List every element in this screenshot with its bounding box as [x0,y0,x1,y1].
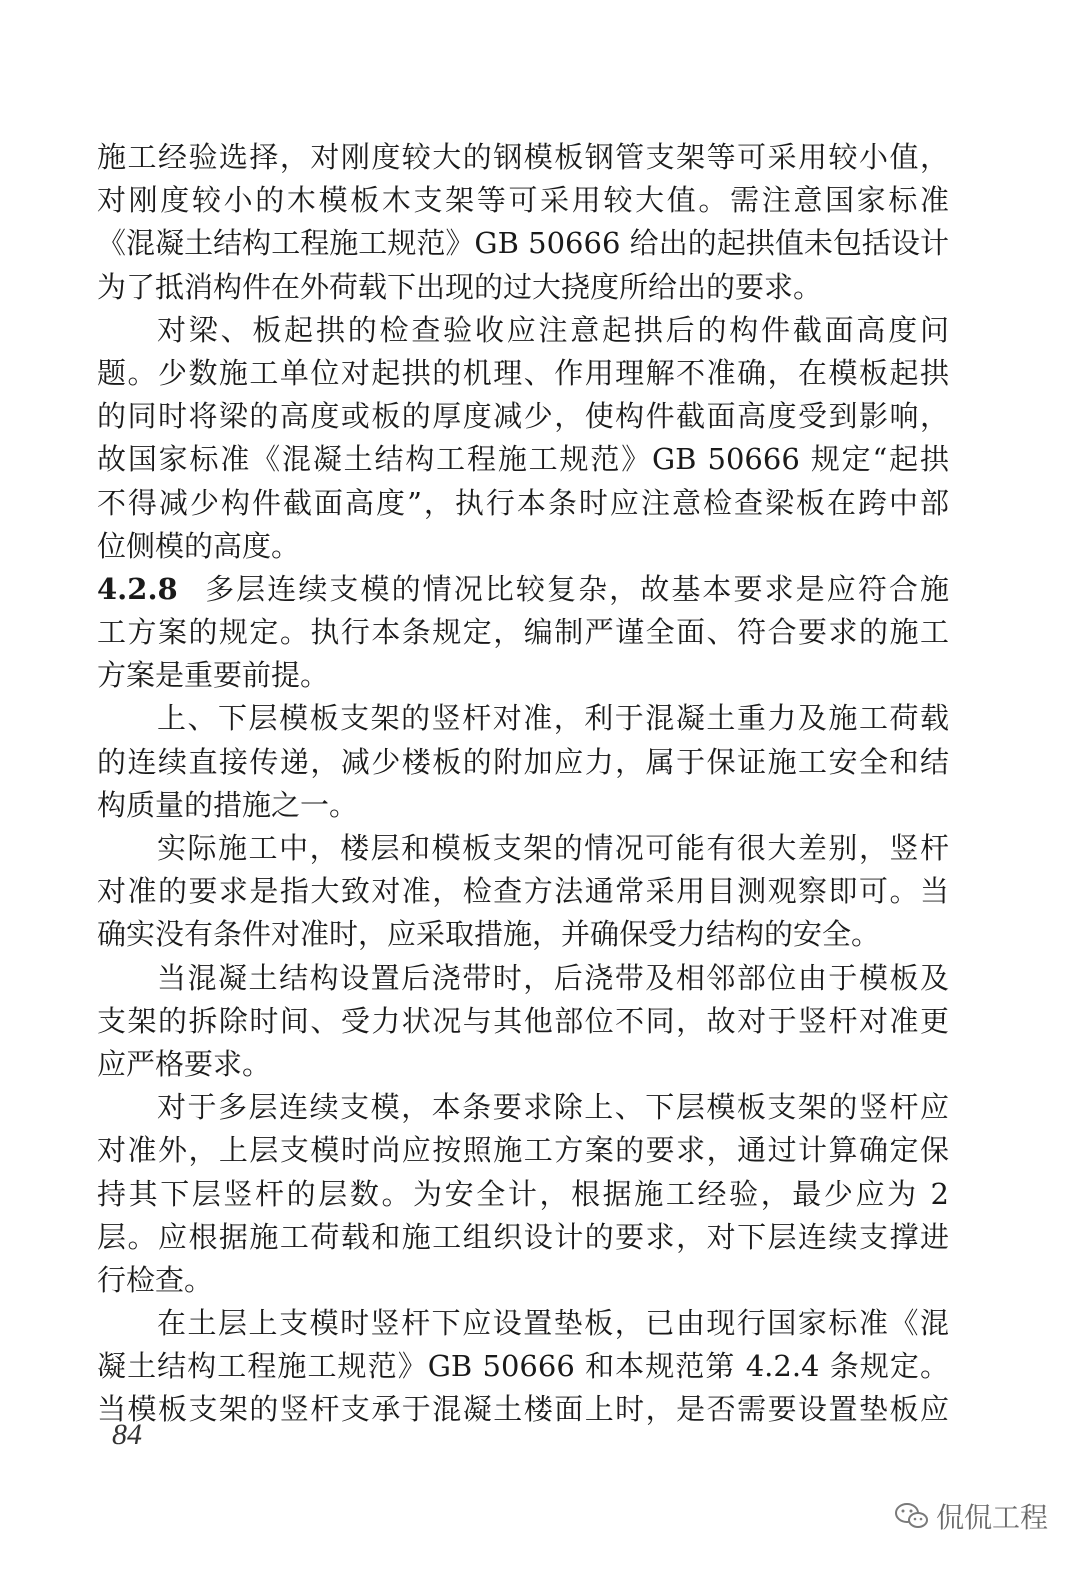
text-line: 行检查。 [97,1262,214,1297]
text-line: 持其下层竖杆的层数。为安全计，根据施工经验，最少应为 2 [97,1176,949,1211]
text-line: 当混凝土结构设置后浇带时，后浇带及相邻部位由于模板及 [157,960,949,995]
text-line: 上、下层模板支架的竖杆对准，利于混凝土重力及施工荷载 [157,701,949,736]
text-line: 确实没有条件对准时，应采取措施，并确保受力结构的安全。 [97,917,881,952]
text-line: 对准的要求是指大致对准，检查方法通常采用目测观察即可。当 [97,874,949,909]
text-line: 《混凝土结构工程施工规范》GB 50666 给出的起拱值未包括设计 [97,226,949,261]
text-line: 实际施工中，楼层和模板支架的情况可能有很大差别，竖杆 [157,831,949,865]
text-line: 对于多层连续支模，本条要求除上、下层模板支架的竖杆应 [157,1090,949,1125]
text-line: 不得减少构件截面高度”，执行本条时应注意检查梁板在跨中部 [97,485,949,520]
text-line: 对刚度较小的木模板木支架等可采用较大值。需注意国家标准 [97,183,949,218]
body-text [97,136,949,1432]
section-line [97,568,949,611]
text-line: 为了抵消构件在外荷载下出现的过大挠度所给出的要求。 [97,269,823,304]
page-number: 84 [112,1418,142,1451]
text-line: 方案是重要前提。 [97,658,330,693]
section-number: 4.2.8 [97,571,178,606]
wechat-icon [894,1501,930,1531]
text-line: 当模板支架的竖杆支承于混凝土楼面上时，是否需要设置垫板应 [97,1392,949,1427]
text-line: 应严格要求。 [97,1046,272,1081]
section-text: 多层连续支模的情况比较复杂，故基本要求是应符合施 [203,571,949,606]
text-line: 故国家标准《混凝土结构工程施工规范》GB 50666 规定“起拱 [97,442,949,477]
text-line: 的连续直接传递，减少楼板的附加应力，属于保证施工安全和结 [97,744,949,779]
text-line: 凝土结构工程施工规范》GB 50666 和本规范第 4.2.4 条规定。 [97,1349,949,1384]
watermark [894,1496,1048,1536]
text-line: 构质量的措施之一。 [97,787,359,822]
text-line: 工方案的规定。执行本条规定，编制严谨全面、符合要求的施工 [97,615,949,650]
text-line: 题。少数施工单位对起拱的机理、作用理解不准确，在模板起拱 [97,355,949,390]
text-line: 支架的拆除时间、受力状况与其他部位不同，故对于竖杆对准更 [97,1003,949,1038]
text-line: 的同时将梁的高度或板的厚度减少，使构件截面高度受到影响， [97,399,949,434]
text-line: 施工经验选择，对刚度较大的钢模板钢管支架等可采用较小值， [97,140,949,174]
text-line: 层。应根据施工荷载和施工组织设计的要求，对下层连续支撑进 [97,1219,949,1254]
text-line: 在土层上支模时竖杆下应设置垫板，已由现行国家标准《混 [157,1306,949,1341]
text-line: 位侧模的高度。 [97,528,301,563]
text-line: 对准外，上层支模时尚应按照施工方案的要求，通过计算确定保 [97,1133,949,1168]
text-line: 对梁、板起拱的检查验收应注意起拱后的构件截面高度问 [157,312,949,347]
watermark-text: 侃侃工程 [936,1501,1049,1534]
